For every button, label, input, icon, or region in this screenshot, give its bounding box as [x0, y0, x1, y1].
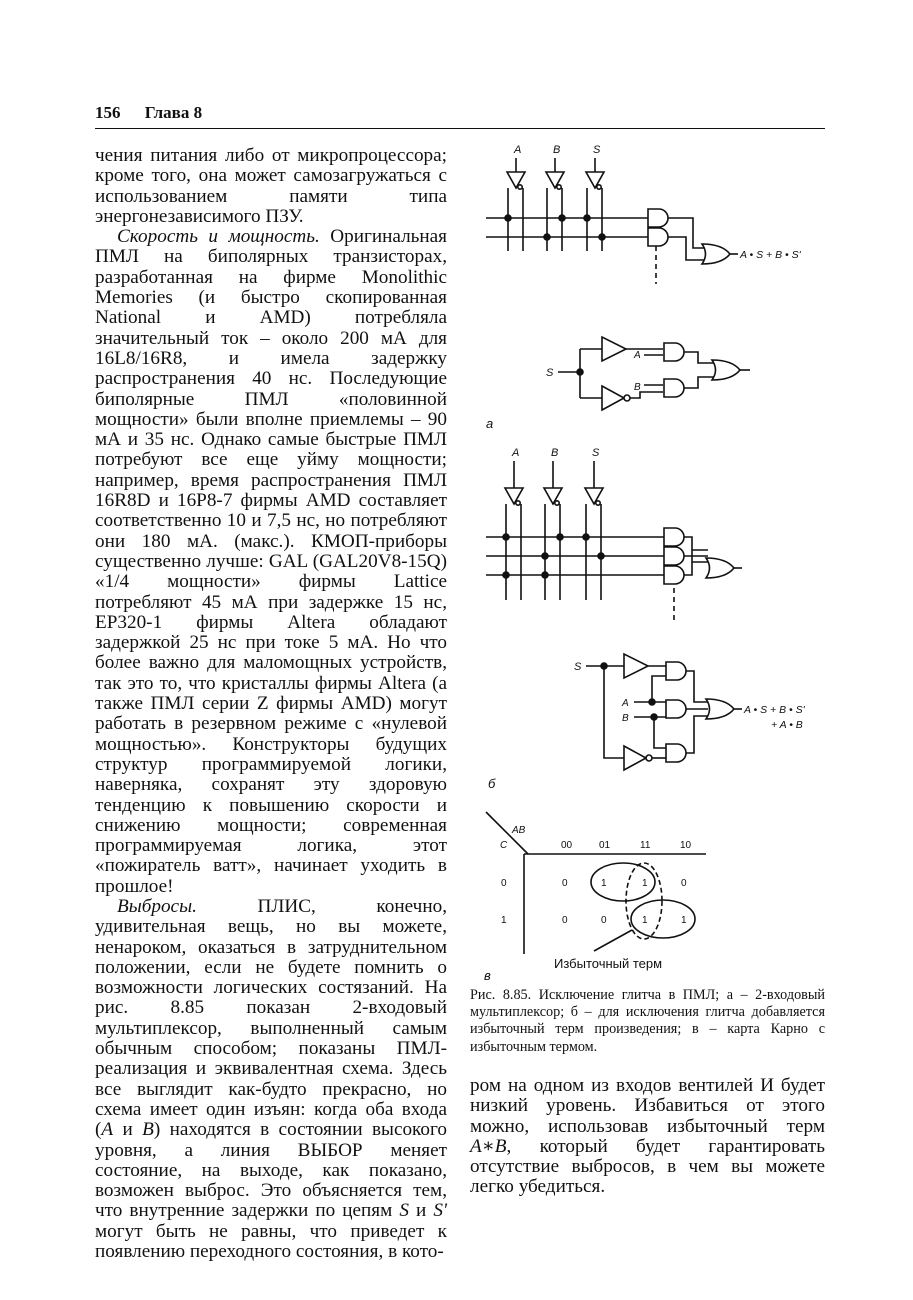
left-column: [95, 146, 447, 1262]
right-column: [470, 1076, 825, 1198]
page-number: 156: [95, 103, 121, 122]
paragraph-1: чения питания либо от микропроцессора; кроме того, она может самозагружаться с использованием памяти типа энергонезависимого ПЗУ.: [95, 145, 447, 227]
paragraph-3-title: Выбросы.: [117, 895, 197, 917]
mux-s-label: S: [546, 367, 554, 379]
kmap-c-label: C: [500, 840, 508, 851]
figure-8-85: [468, 136, 828, 986]
conj-1: и: [113, 1119, 143, 1141]
var-a: A: [101, 1119, 114, 1141]
paragraph-2-title: Скорость и мощность.: [117, 226, 320, 248]
input-b-label: B: [553, 144, 561, 156]
mux-b-label-b: B: [622, 713, 629, 724]
paragraph-3: [95, 897, 447, 1262]
kmap-col-10: 10: [680, 840, 692, 851]
right-text-b: , который будет гарантировать отсутствие выбросов, в чем вы можете легко убедиться.: [470, 1135, 825, 1198]
var-b: B: [142, 1119, 154, 1141]
paragraph-2-text: Оригинальная ПМЛ на биполярных транзисторах, разработанная на фирме Monolithic Memories (и быстро скопированная National и AMD) потребляла значительный ток – около 200 мА для 16L8/16R8, и имела задержку распространения 40 нс. Последующие биполярные ПМЛ «половинной мощности» были вполне приемлемы – 90 мА и 35 нс. Однако самые быстрые ПМЛ потребуют все еще уйму мощности; например, время распространения ПМЛ 16R8D и 16P8-7 фирмы AMD составляет соответственно 10 и 7,5 нс, но потребляют они 180 мА. (макс.). КМОП-приборы существенно лучше: GAL (GAL20V8-15Q) «1/4 мощности» фирмы Lattice потребляют 45 мА при задержке 15 нс, EP320-1 фирмы Altera обладают задержкой 25 нс при токе 5 мА. Но что более важно для маломощных устройств, так это то, что кристаллы фирмы Altera (а также ПМЛ серии Z фирмы AMD) могут работать в резервном режиме с «нулевой мощностью». Конструкторы будущих структур программируемой логики, наверняка, сохранят эту здоровую тенденцию к повышению скорости и снижению мощности; современная программируемая логика, этот «пожиратель ватт», начинает уходить в прошлое!: [95, 226, 448, 897]
kmap-cell: 1: [681, 915, 687, 926]
diagram-a-mux: [486, 337, 750, 431]
mux-s-label-b: S: [574, 661, 582, 673]
input-s-label-b: S: [592, 447, 600, 459]
karnaugh-map: [484, 812, 706, 983]
redundant-term: A∗B: [470, 1135, 507, 1157]
paragraph-3-text-a: ПЛИС, конечно, удивительная вещь, но вы можете, ненароком, оказаться в затруднительном положении, если не будете помнить о возможности логических состязаний. На рис. 8.85 показан 2-входовый мультиплексор, выполненный самым обычным способом; показаны ПМЛ-реализация и эквивалентная схема. Здесь все выглядит как-будто прекрасно, но схема имеет один изъян: когда оба входа (: [95, 895, 447, 1141]
label-a: a: [486, 416, 494, 431]
paragraph-3-text-b: ) находятся в состоянии высокого уровня, а линия ВЫБОР меняет состояние, на выходе, как показано, возможен выброс. Это объясняется тем, что внутренние задержки по цепям: [95, 1119, 447, 1222]
output-b-label-2: + A • B: [771, 719, 803, 731]
figure-caption: Рис. 8.85. Исключение глитча в ПМЛ; а – 2-входовый мультиплексор; б – для исключения глитча добавляется избыточный терм произведения; в – карта Карно с избыточным термом.: [470, 987, 825, 1055]
diagram-a-pal: [486, 144, 802, 284]
kmap-cell: 0: [562, 915, 568, 926]
var-s: S: [399, 1200, 409, 1222]
kmap-cell: 0: [681, 878, 687, 889]
mux-a-label: A: [634, 350, 641, 361]
header-rule: [95, 128, 825, 129]
kmap-row-0: 0: [501, 878, 507, 889]
page-header: [95, 103, 825, 123]
diagram-b-mux: [488, 654, 806, 791]
kmap-col-01: 01: [599, 840, 611, 851]
kmap-cell: 1: [601, 878, 607, 889]
conj-2: и: [408, 1200, 434, 1222]
output-a-label: A • S + B • S': [740, 249, 801, 261]
kmap-col-11: 11: [640, 840, 651, 851]
paragraph-3-text-c: могут быть не равны, что приведет к появлению переходного состояния, в кото-: [95, 1220, 447, 1263]
mux-b-label: B: [634, 382, 641, 393]
output-b-label-1: A • S + B • S': [744, 704, 805, 716]
diagram-b-pal: [486, 447, 742, 622]
paragraph-2: [95, 227, 447, 897]
kmap-row-1: 1: [501, 915, 507, 926]
right-paragraph: [470, 1076, 825, 1198]
label-c: в: [484, 968, 491, 983]
right-text-a: ром на одном из входов вентилей И будет низкий уровень. Избавиться от этого можно, использовав избыточный терм: [470, 1075, 825, 1137]
label-b: б: [488, 776, 496, 791]
kmap-cell: 1: [642, 878, 648, 889]
chapter-title: Глава 8: [144, 103, 203, 122]
kmap-ab-label: AB: [512, 825, 526, 836]
mux-a-label-b: A: [622, 698, 629, 709]
kmap-redundant-label: Избыточный терм: [554, 956, 663, 971]
input-b-label-b: B: [551, 447, 559, 459]
kmap-cell: 1: [642, 915, 648, 926]
var-s-prime: S': [433, 1200, 448, 1222]
input-a-label: A: [514, 144, 522, 156]
kmap-cell: 0: [601, 915, 607, 926]
input-a-label-b: A: [512, 447, 520, 459]
input-s-label: S: [593, 144, 601, 156]
kmap-col-00: 00: [561, 840, 573, 851]
kmap-cell: 0: [562, 878, 568, 889]
